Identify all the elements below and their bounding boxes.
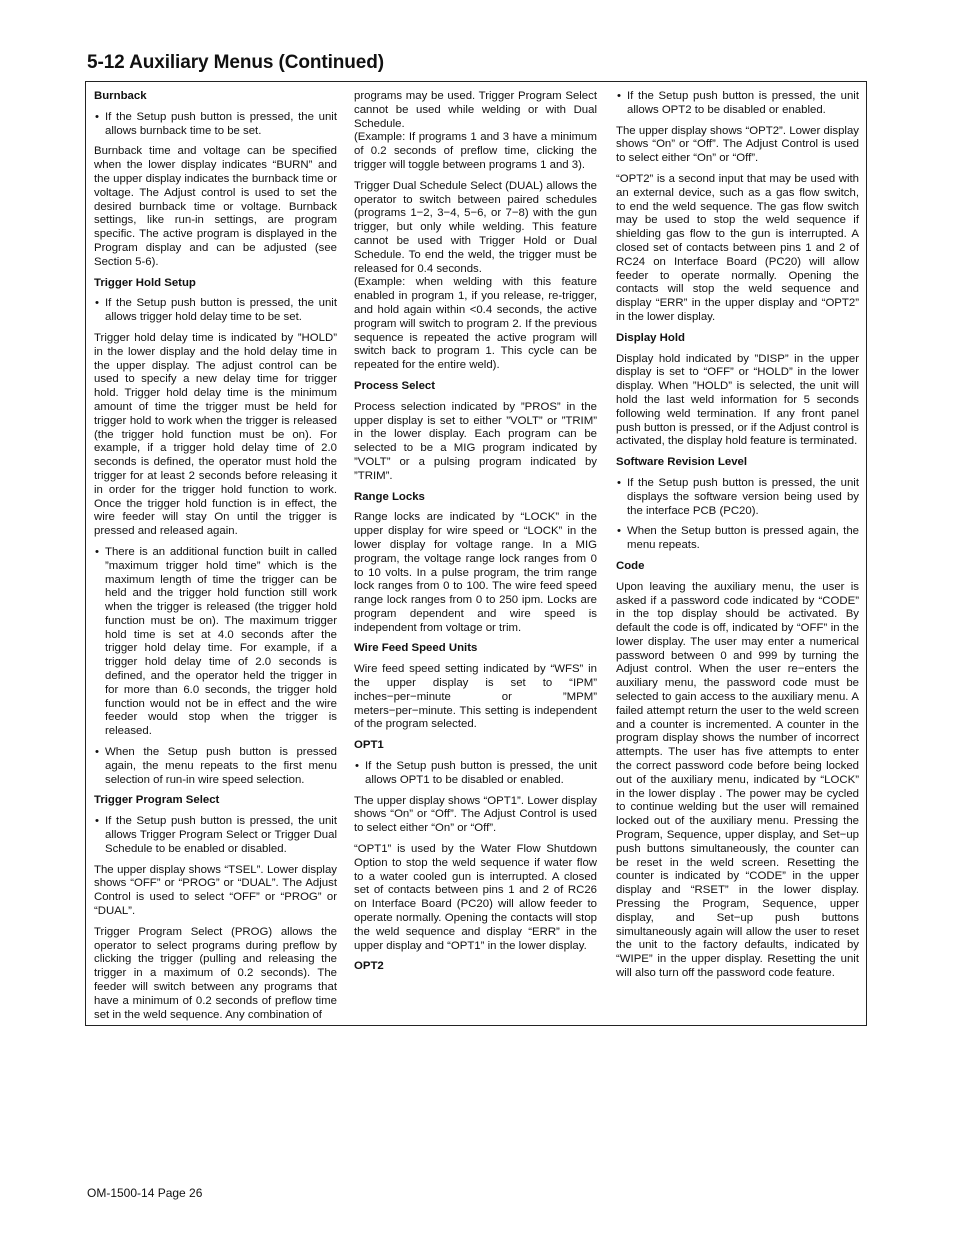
content-frame [85,81,867,1026]
opt2-bullet: • If the Setup push button is pressed, the unit allows OPT2 to be disabled or enabled. [616,90,859,118]
process-select-paragraph: Process selection indicated by ”PROS” in the upper display is set to either ”VOLT” or ”TRIM” in the lower display. Each program can be selected to be a MIG program indicated by ”VOLT” or a pulsing program indicated by ”TRIM”. [354,400,597,482]
trigger-hold-bullet: • If the Setup push button is pressed, the unit allows trigger hold delay time to be set. [94,297,337,325]
trigger-program-paragraph-2: Trigger Program Select (PROG) allows the operator to select programs during preflow by clicking the trigger (pulling and releasing the trigger in a maximum of 0.2 seconds). The feeder will switch between any programs that have a minimum of 0.2 seconds of preflow time set in the weld sequence. Any combination of [94,925,337,1021]
burnback-heading: Burnback [94,90,147,102]
page-footer: OM-1500-14 Page 26 [87,1186,203,1200]
trigger-program-example-1: (Example: If programs 1 and 3 have a minimum of 0.2 seconds of preflow time, clicking the trigger will toggle between programs 1 and 3). [354,131,597,171]
software-revision-heading: Software Revision Level [616,456,748,469]
wfs-units-paragraph: Wire feed speed setting indicated by “WFS” in the upper display is set to “IPM” inches−per−minute or ”MPM” meters−per−minute. This setting is independent of the program selected. [354,663,597,731]
trigger-hold-max-bullet: • There is an additional function built in called ”maximum trigger hold time” which is the maximum length of time the trigger can be held and the trigger hold function still work when the trigger is released (the trigger hold function must be on). The maximum trigger hold time is set at 4.0 seconds after the trigger hold delay time. For example, if a trigger hold delay time of 2.0 seconds is defined, and the operator held the trigger in for more than 6.0 seconds, the trigger hold function would not be in effect and the wire feeder would stop when the trigger is released. [94,546,337,739]
range-locks-paragraph: Range locks are indicated by “LOCK” in the upper display for wire speed or “LOCK” in the lower display for voltage range. In a MIG program, the voltage range lock ranges from 0 to 10 volts. In a pulse program, the trim range lock ranges from 0 to 100. The wire feed speed range lock ranges from 0 to 250 ipm. Locks are program dependent and wire speed is independent from voltage or trim. [354,511,597,634]
trigger-program-heading: Trigger Program Select [94,794,220,807]
column-1 [94,90,337,1029]
trigger-program-bullet: • If the Setup push button is pressed, the unit allows Trigger Program Select or Trigger Dual Schedule to be enabled or disabled. [94,815,337,856]
process-select-heading: Process Select [354,379,436,392]
opt1-heading: OPT1 [354,739,384,752]
wfs-units-heading: Wire Feed Speed Units [354,642,478,655]
code-paragraph: Upon leaving the auxiliary menu, the user is asked if a password code indicated by “CODE” in the top display should be activated. By default the code is off, indicated by “OFF” in the lower display. The user may enter a numerical password between 0 and 999 by turning the Adjust control. When the user re−enters the auxiliary menu, the password code must be selected to gain access to the auxiliary menu. A failed attempt return the user to the weld screen and a counter is incremented. A counter in the program display shows the number of incorrect attempts. The user has five attempts to enter the correct password code before being locked out of the auxiliary menu, indicated by “LOCK” in the lower display . The power may be cycled to continue welding but the user will remained locked out of the auxiliary menu. Pressing the Program, Sequence, upper display, and Set−up push buttons simultaneously, the counter can be reset in the weld screen. Resetting the counter is indicated by “CODE” in the upper display and “RSET” in the lower display. Pressing the Program, Sequence, upper display, and Set−up push buttons simultaneously again will allow the user to reset the unit to the factory defaults, indicated by “WIPE” in the upper display. Resetting the unit will also turn off the password code feature. [616,580,859,980]
page-title: 5-12 Auxiliary Menus (Continued) [87,52,384,73]
trigger-dual-example: (Example: when welding with this feature enabled in program 1, if you release, re-trigger, and hold again within <0.4 seconds, the active program will switch to program 2. If the previous sequence is repeated the active program will switch back to program 1. This cycle can be repeated for the entire weld). [354,276,597,372]
display-hold-heading: Display Hold [616,331,685,344]
software-revision-bullet-2: • When the Setup button is pressed again, the menu repeats. [616,525,859,553]
opt2-heading: OPT2 [354,960,384,973]
opt1-paragraph-1: The upper display shows “OPT1”. Lower display shows “On” or “Off”. The Adjust Control is used to select either “On” or “Off”. [354,794,597,835]
opt2-paragraph-1: The upper display shows “OPT2”. Lower display shows “On” or “Off”. The Adjust Control is used to select either “On” or “Off”. [616,124,859,165]
burnback-bullet: • If the Setup push button is pressed, the unit allows burnback time to be set. [94,111,337,139]
trigger-hold-paragraph: Trigger hold delay time is indicated by ”HOLD” in the lower display and the hold delay time in the upper display. The adjust control can be used to specify a new delay time for trigger hold. Trigger hold delay time is the minimum amount of time the trigger must be held for trigger hold to work when the trigger is released (the trigger hold function must be on). For example, if a trigger hold delay time of 2.0 seconds is defined, the operator must hold the trigger for at least 2 seconds before releasing it in order for the trigger hold function to work. Once the trigger hold function is in effect, the wire feeder will stay On until the trigger is pressed and released again. [94,331,337,538]
trigger-dual-paragraph: Trigger Dual Schedule Select (DUAL) allows the operator to switch between paired schedules (programs 1−2, 3−4, 5−6, or 7−8) with the gun trigger, but only while welding. This feature cannot be used with Trigger Hold or Dual Schedule. To end the weld, the trigger must be released for 0.4 seconds. [354,179,597,275]
trigger-program-continued: programs may be used. Trigger Program Select cannot be used while welding or with Dual Schedule. [354,90,597,130]
code-heading: Code [616,559,645,572]
opt1-bullet: • If the Setup push button is pressed, the unit allows OPT1 to be disabled or enabled. [354,760,597,788]
display-hold-paragraph: Display hold indicated by ”DISP” in the upper display is set to “OFF” or “HOLD” in the lower display. When ”HOLD” is selected, the unit will hold the last weld information for 5 seconds following weld termination. If any front panel push button is pressed, or if the Adjust control is activated, the display hold feature is terminated. [616,352,859,448]
trigger-hold-repeat-bullet: • When the Setup push button is pressed again, the menu repeats to the first menu selection of run-in wire speed selection. [94,746,337,787]
burnback-paragraph: Burnback time and voltage can be specified when the lower display indicates “BURN” and the upper display indicates the burnback time or voltage. The Adjust control is used to set the desired burnback time or voltage. Burnback settings, like run-in settings, are program specific. The active program is displayed in the Program display and can be adjusted (see Section 5-6). [94,145,337,268]
column-3 [616,90,859,988]
range-locks-heading: Range Locks [354,490,425,503]
column-2 [354,90,597,981]
opt1-paragraph-2: “OPT1” is used by the Water Flow Shutdown Option to stop the weld sequence if water flow to a water cooled gun is interrupted. A closed set of contacts between pins 1 and 2 of RC26 on Interface Board (PC20) will allow feeder to operate normally. Opening the contacts will stop the weld sequence and display “ERR” in the upper display and “OPT1” in the lower display. [354,843,597,952]
trigger-program-paragraph-1: The upper display shows “TSEL”. Lower display shows “OFF” or “PROG” or “DUAL”. The Adjust Control is used to select “OFF” or “PROG” or “DUAL”. [94,863,337,918]
trigger-hold-heading: Trigger Hold Setup [94,276,196,289]
software-revision-bullet-1: • If the Setup push button is pressed, the unit displays the software version being used by the interface PCB (PC20). [616,477,859,518]
opt2-paragraph-2: “OPT2” is a second input that may be used with an external device, such as a gas flow switch, to end the weld sequence. The gas flow switch may be used to stop the weld sequence if shielding gas flow to the gun is interrupted. A closed set of contacts between pins 1 and 2 of RC24 on Interface Board (PC20) will allow feeder to operate normally. Opening the contacts will stop the weld sequence and display “ERR” in the upper display and “OPT2” in the lower display. [616,172,859,323]
